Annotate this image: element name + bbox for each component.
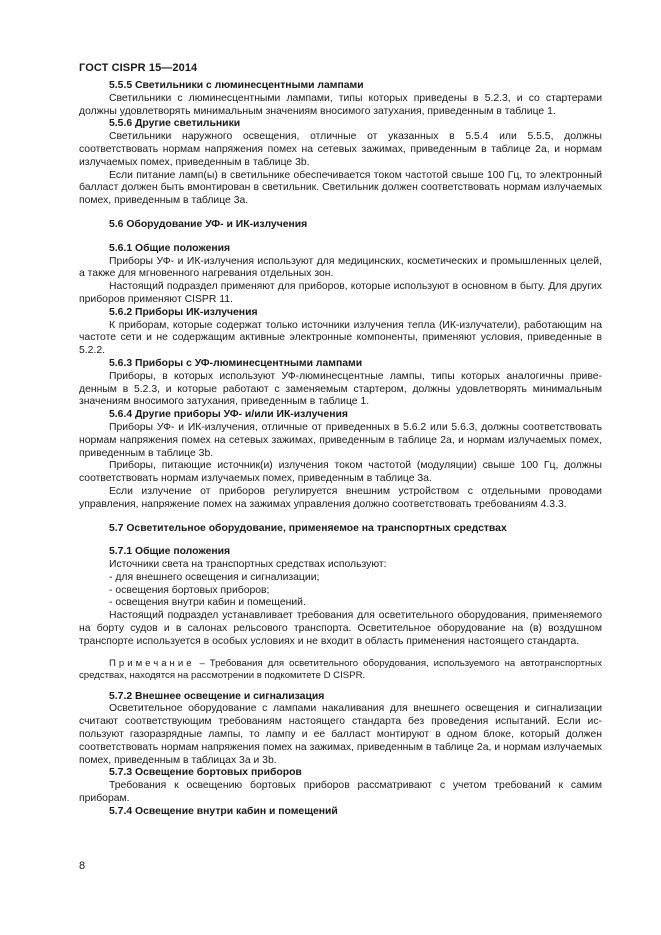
paragraph: Светильники с люминесцентными лампами, типы которых приведены в 5.2.3, и со стартерами должны удовлетворять минимальным значениям вносимого затухания, приведенным в таблице 1. [79, 92, 602, 117]
paragraph: Если излучение от приборов регулируется внешним устройством с отдельными проводами управления, напряжение помех на зажимах управления должно соответствовать требованиям 4.3.3. [79, 485, 602, 510]
subsection-heading: 5.7.2 Внешнее освещение и сигнализация [109, 690, 325, 702]
document-body [79, 80, 602, 819]
note [79, 658, 602, 682]
paragraph: Приборы УФ- и ИК-излучения используют для медицинских, косметических и промышленных целей, а также для мгновенного нагревания отдельных зон. [79, 255, 602, 280]
subsection-heading: 5.6.1 Общие положения [109, 242, 231, 254]
list-item: - освещения бортовых приборов; [109, 584, 270, 596]
note-label: Примечание [109, 657, 195, 669]
paragraph: Светильники наружного освещения, отличные от указанных в 5.5.4 или 5.5.5, должны соответствовать нормам напряжения помех на сетевых зажимах, приведенным в таблице 2а, и нормам излучаемых помех, приведенным в таблице 3b. [79, 131, 602, 168]
paragraph: Приборы УФ- и ИК-излучения, отличные от приведенных в 5.6.2 или 5.6.3, должны соответствовать нормам напряжения помех на сетевых зажимах, приведенным в таблице 2а, и нормам излучаемых помех, приведенным в таблице 3b. [79, 421, 602, 459]
paragraph: Настоящий подраздел применяют для приборов, которые используют в основном в быту. Для других приборов применяют CISPR 11. [79, 281, 602, 305]
paragraph: Приборы, питающие источник(и) излучения током частотой (модуляции) свыше 100 Гц, должны соответствовать нормам излучаемых помех, приведенным в таблице 3а. [79, 460, 602, 485]
paragraph: Требования к освещению бортовых приборов рассматривают с учетом требований к самим приборам. [79, 780, 602, 805]
paragraph: Настоящий подраздел устанавливает требования для осветительного оборудования, применяемого на борту судов и в салонах рельсового транспорта. Осветительное оборудование на (в) воздушном транспорте используется в особых условиях и не входит в область применения настоящего стандарта. [79, 610, 602, 647]
subsection-heading: 5.6.3 Приборы с УФ-люминесцентными лампами [109, 357, 363, 369]
subsection-heading: 5.6.2 Приборы ИК-излучения [109, 306, 258, 318]
list-item: - освещения внутри кабин и помещений. [109, 597, 306, 609]
paragraph: Осветительное оборудование с лампами накаливания для внешнего освещения и сигнализации считают соответствующим требованиям настоящего стандарта без проведения испытаний. Если используют газоразрядные лампы, то лампу и ее балласт монтируют в одном блоке, который должен соответствовать нормам напряжения помех на зажимах, приведенным в таблице 2а, и нормам излучаемых помех, приведенным в таблицах 3а и 3b. [79, 703, 602, 766]
paragraph: Приборы, в которых используют УФ-люминесцентные лампы, типы которых аналогичны приведенным в 5.2.3, и которые работают с заменяемым стартером, должны удовлетворять минимальным значениям вносимого затухания, приведенным в таблице 1. [79, 370, 602, 408]
document-header: ГОСТ CISPR 15—2014 [79, 62, 198, 74]
paragraph: Источники света на транспортных средствах используют: [109, 559, 387, 571]
subsection-heading: 5.5.6 Другие светильники [109, 118, 241, 130]
note-text: – Требования для осветительного оборудования, используемого на автотранспортных средствах, находятся на рассмотрении в подкомитете D CISPR. [79, 657, 602, 681]
subsection-heading: 5.7.3 Освещение бортовых приборов [109, 767, 302, 779]
section-heading: 5.6 Оборудование УФ- и ИК-излучения [109, 218, 308, 230]
list-item: - для внешнего освещения и сигнализации; [109, 571, 320, 583]
subsection-heading: 5.7.4 Освещение внутри кабин и помещений [109, 805, 338, 817]
page-number: 8 [79, 860, 86, 872]
subsection-heading: 5.5.5 Светильники с люминесцентными лампами [109, 80, 364, 91]
subsection-heading: 5.7.1 Общие положения [109, 546, 231, 558]
paragraph: К приборам, которые содержат только источники излучения тепла (ИК-излучатели), работающим на частоте сети и не содержащим активные электронные компоненты, применяют условия, приведенные в 5.2.2. [79, 319, 602, 357]
paragraph: Если питание ламп(ы) в светильнике обеспечивается током частотой свыше 100 Гц, то электронный балласт должен быть вмонтирован в светильник. Светильник должен соответствовать нормам излучаемых помех, приведенным в таблице 3а. [79, 169, 602, 207]
subsection-heading: 5.6.4 Другие приборы УФ- и/или ИК-излучения [109, 409, 348, 421]
section-heading: 5.7 Осветительное оборудование, применяемое на транспортных средствах [109, 522, 507, 534]
